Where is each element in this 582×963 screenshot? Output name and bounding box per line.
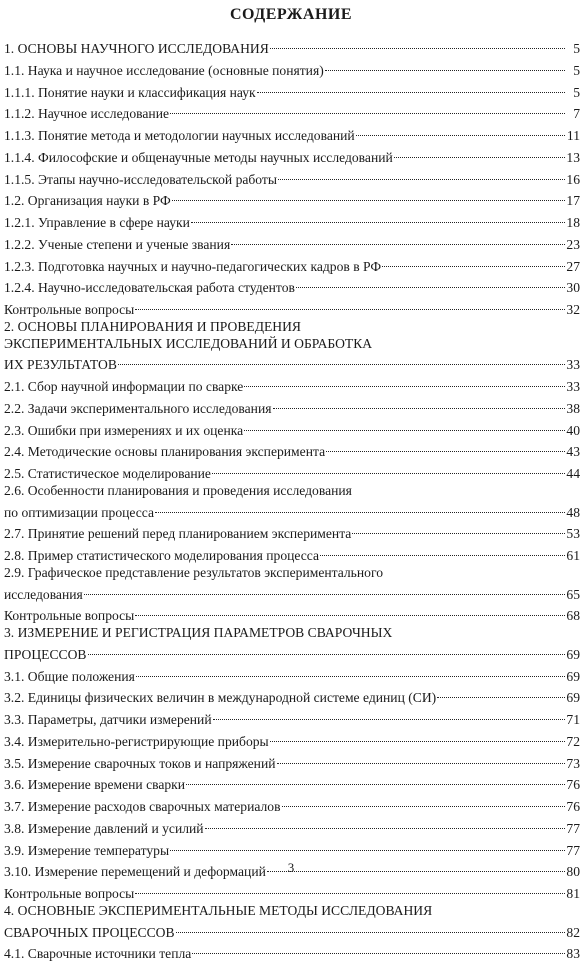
toc-entry-title: 2.1. Сбор научной информации по сварке: [4, 379, 244, 394]
toc-entry-page: 11: [566, 128, 580, 143]
toc-entry-title: 1.2. Организация науки в РФ: [4, 193, 171, 209]
dot-leader: [282, 790, 565, 807]
dot-leader: [205, 812, 565, 829]
toc-entry-page: 77: [566, 842, 580, 858]
toc-entry-title: 1.2.2. Ученые степени и ученые звания: [4, 236, 231, 252]
toc-entry-title: 1.2.3. Подготовка научных и научно-педагогических кадров в РФ: [4, 258, 382, 274]
toc-entry-title: 1.2.1. Управление в сфере науки: [4, 215, 190, 230]
toc-entry-title: исследования: [4, 586, 83, 602]
toc-entry-title: 3.9. Измерение температуры: [4, 842, 170, 858]
dot-leader: [213, 703, 565, 720]
dot-leader: [244, 414, 565, 431]
dot-leader: [135, 293, 565, 310]
toc-entry: [4, 319, 580, 374]
dot-leader: [257, 76, 565, 93]
toc-entry-page: 69: [566, 668, 580, 684]
toc-entry: [4, 881, 580, 903]
dot-leader: [437, 681, 565, 698]
toc-entry-title: 3.7. Измерение расходов сварочных материалов: [4, 799, 281, 814]
toc-entry-page: 18: [566, 215, 580, 230]
toc-entry-page: 76: [566, 799, 580, 814]
toc-entry-title: 3.6. Измерение времени сварки: [4, 777, 186, 793]
toc-entry-page: 13: [566, 149, 580, 165]
toc-entry: [4, 941, 580, 963]
toc-entry: [4, 297, 580, 319]
toc-entry-page: 40: [566, 422, 580, 438]
toc-entry-page: 33: [566, 357, 580, 373]
toc-entry-title: по оптимизации процесса: [4, 504, 155, 520]
toc-entry-page: 48: [566, 504, 580, 520]
toc-entry-page: 69: [566, 690, 580, 706]
toc-entry: [4, 625, 580, 664]
toc-entry-title: Контрольные вопросы: [4, 886, 135, 901]
toc-entry: [4, 461, 580, 483]
dot-leader: [84, 578, 565, 595]
toc-entry-title-line: 4. ОСНОВНЫЕ ЭКСПЕРИМЕНТАЛЬНЫЕ МЕТОДЫ ИССЛЕДОВАНИЯ: [4, 902, 433, 918]
toc-entry-title: СВАРОЧНЫХ ПРОЦЕССОВ: [4, 924, 175, 940]
toc-entry-title-line: 3. ИЗМЕРЕНИЕ И РЕГИСТРАЦИЯ ПАРАМЕТРОВ СВАРОЧНЫХ: [4, 625, 393, 640]
toc-entry: [4, 483, 580, 522]
toc-entry-title-line: 2.6. Особенности планирования и проведения исследования: [4, 482, 352, 498]
toc-entry-page: 83: [566, 946, 580, 962]
toc-entry-page: 61: [566, 548, 580, 563]
dot-leader: [273, 392, 566, 409]
dot-leader: [118, 348, 565, 365]
toc-entry-title: 3.4. Измерительно-регистрирующие приборы: [4, 733, 269, 749]
toc-entry-page: 73: [566, 755, 580, 771]
toc-entry-page: 17: [566, 193, 580, 209]
page-number: 3: [287, 860, 295, 875]
dot-leader: [170, 834, 565, 851]
toc-entry-title: 2.3. Ошибки при измерениях и их оценка: [4, 422, 244, 438]
toc-entry-title: 1.2.4. Научно-исследовательская работа студентов: [4, 280, 295, 296]
toc-entry-title: 4.1. Сварочные источники тепла: [4, 946, 192, 962]
dot-leader: [356, 119, 565, 136]
dot-leader: [88, 638, 566, 655]
toc-entry-page: 65: [566, 586, 580, 602]
toc-entry-title: 3.10. Измерение перемещений и деформаций: [4, 864, 266, 880]
dot-leader: [135, 877, 565, 894]
table-of-contents: [4, 36, 580, 963]
dot-leader: [382, 250, 565, 267]
toc-entry-title: ПРОЦЕССОВ: [4, 646, 87, 662]
toc-entry-page: 77: [566, 820, 580, 836]
toc-entry-page: 44: [566, 466, 580, 481]
toc-entry-title: 2.8. Пример статистического моделирования процесса: [4, 548, 320, 563]
toc-entry-title: Контрольные вопросы: [4, 608, 135, 624]
toc-entry-title: 1.1.5. Этапы научно-исследовательской работы: [4, 171, 278, 187]
dot-leader: [270, 32, 565, 49]
toc-entry-page: 5: [573, 41, 580, 56]
toc-entry-title: 3.8. Измерение давлений и усилий: [4, 820, 204, 836]
dot-leader: [191, 206, 565, 223]
dot-leader: [277, 747, 565, 764]
toc-entry-title: 3.1. Общие положения: [4, 668, 135, 684]
toc-entry-page: 27: [566, 258, 580, 274]
toc-entry-title: 1.1.2. Научное исследование: [4, 106, 169, 122]
dot-leader: [278, 163, 565, 180]
page-title: СОДЕРЖАНИЕ: [229, 6, 353, 23]
dot-leader: [231, 228, 565, 245]
toc-entry-title: 2.7. Принятие решений перед планированием эксперимента: [4, 526, 352, 542]
toc-entry: [4, 565, 580, 604]
toc-entry-page: 53: [566, 526, 580, 542]
dot-leader: [176, 916, 565, 933]
toc-entry-page: 81: [566, 886, 580, 901]
toc-entry-page: 38: [566, 400, 580, 416]
dot-leader: [192, 937, 565, 954]
dot-leader: [325, 54, 565, 71]
toc-entry: [4, 903, 580, 942]
toc-entry-page: 16: [566, 171, 580, 187]
toc-entry-page: 72: [566, 733, 580, 749]
toc-entry-title: 3.2. Единицы физических величин в международной системе единиц (СИ): [4, 690, 437, 706]
toc-entry-title: 1.1. Наука и научное исследование (основные понятия): [4, 62, 324, 78]
toc-entry-title: 1.1.1. Понятие науки и классификация наук: [4, 84, 256, 100]
toc-entry-page: 76: [566, 777, 580, 793]
dot-leader: [320, 539, 565, 556]
dot-leader: [352, 517, 565, 534]
toc-entry-page: 43: [566, 444, 580, 460]
toc-entry-title: ИХ РЕЗУЛЬТАТОВ: [4, 357, 117, 373]
toc-entry-title: 2.5. Статистическое моделирование: [4, 466, 211, 481]
dot-leader: [270, 725, 565, 742]
toc-entry-title-line: 2.9. Графическое представление результатов экспериментального: [4, 564, 383, 580]
toc-entry-title: 3.3. Параметры, датчики измерений: [4, 712, 212, 727]
dot-leader: [296, 271, 565, 288]
toc-entry-page: 5: [573, 62, 580, 78]
dot-leader: [136, 660, 565, 677]
toc-entry-page: 68: [566, 608, 580, 624]
dot-leader: [244, 370, 565, 387]
toc-entry-page: 82: [566, 924, 580, 940]
toc-entry: [4, 543, 580, 565]
toc-entry-page: 32: [566, 302, 580, 317]
toc-entry-page: 69: [566, 646, 580, 662]
dot-leader: [212, 457, 565, 474]
dot-leader: [394, 141, 565, 158]
toc-entry-title-line: ЭКСПЕРИМЕНТАЛЬНЫХ ИССЛЕДОВАНИЙ И ОБРАБОТКА: [4, 335, 373, 351]
toc-entry-title: 2.2. Задачи экспериментального исследования: [4, 400, 272, 416]
toc-entry-page: 33: [566, 379, 580, 394]
toc-entry-title: 1. ОСНОВЫ НАУЧНОГО ИССЛЕДОВАНИЯ: [4, 41, 269, 56]
toc-entry-title: 2.4. Методические основы планирования эксперимента: [4, 444, 326, 460]
toc-entry-title: 3.5. Измерение сварочных токов и напряжений: [4, 755, 276, 771]
dot-leader: [170, 97, 565, 114]
toc-entry-page: 7: [573, 106, 580, 122]
toc-entry-page: 71: [566, 712, 580, 727]
toc-entry-page: 23: [566, 236, 580, 252]
toc-entry: [4, 603, 580, 625]
toc-entry-title: Контрольные вопросы: [4, 302, 135, 317]
toc-entry-title: 1.1.4. Философские и общенаучные методы научных исследований: [4, 149, 393, 165]
toc-entry-page: 80: [566, 864, 580, 880]
dot-leader: [326, 435, 565, 452]
dot-leader: [172, 184, 565, 201]
toc-entry-title-line: 2. ОСНОВЫ ПЛАНИРОВАНИЯ И ПРОВЕДЕНИЯ: [4, 318, 301, 334]
toc-entry-title: 1.1.3. Понятие метода и методологии научных исследований: [4, 128, 355, 143]
toc-entry-page: 5: [573, 84, 580, 100]
dot-leader: [186, 768, 565, 785]
dot-leader: [155, 496, 565, 513]
dot-leader: [135, 599, 565, 616]
toc-entry-page: 30: [566, 280, 580, 296]
